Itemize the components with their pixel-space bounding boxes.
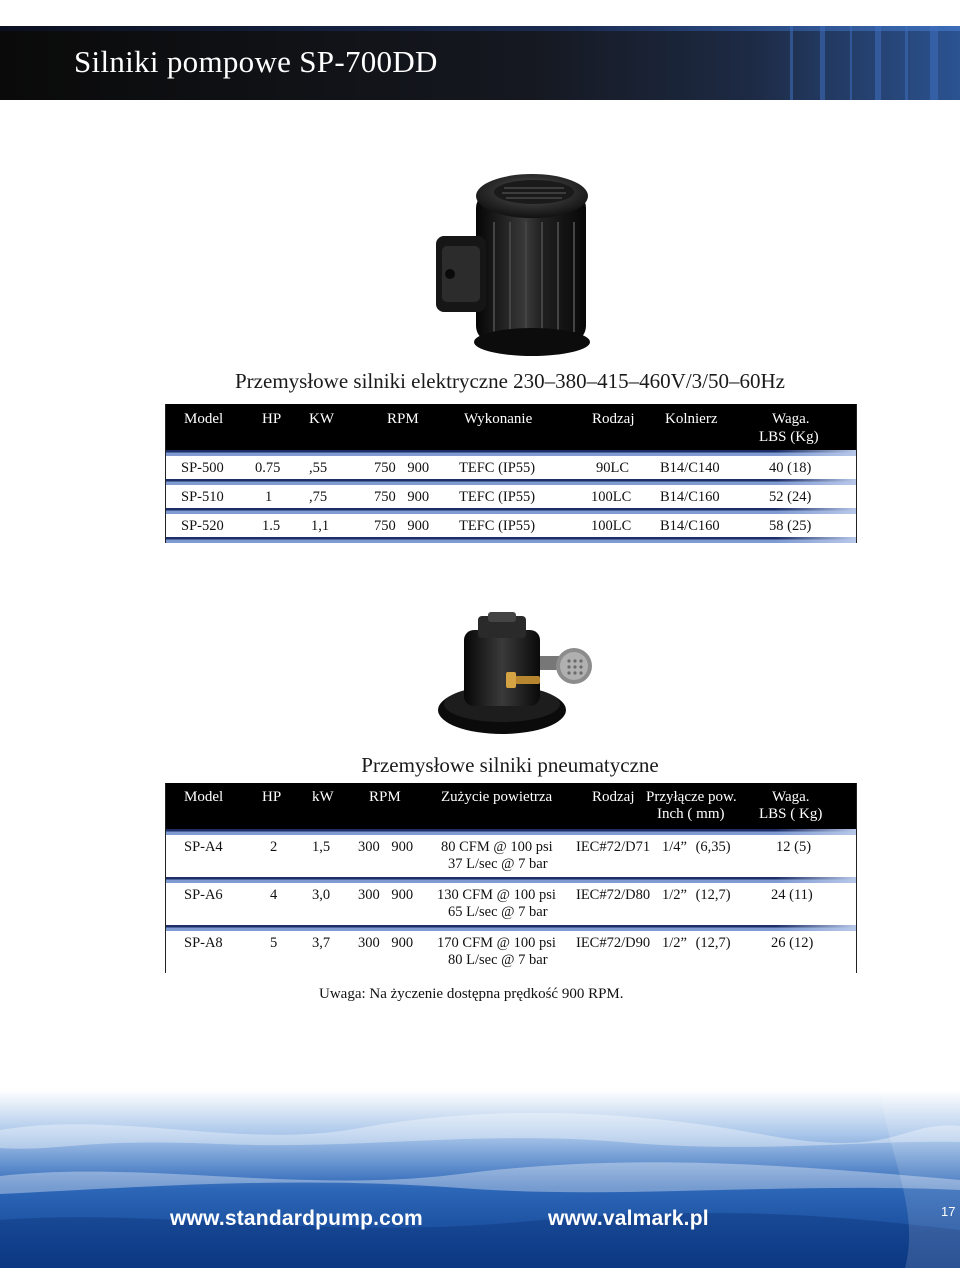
cell-rpm: 750 900 [374, 518, 430, 534]
col-kolnierz: Kolnierz [665, 411, 718, 427]
page-number: 17 [941, 1204, 956, 1219]
footer-water-background [0, 1090, 960, 1268]
cell-kolnierz: B14/C140 [660, 460, 720, 476]
cell-zuzycie-cfm: 170 CFM @ 100 psi [437, 935, 556, 951]
footer-link-valmark[interactable]: www.valmark.pl [548, 1207, 709, 1230]
cell-rodzaj: 100LC [591, 518, 632, 534]
cell-rpm: 300 900 [358, 887, 414, 903]
cell-rodzaj: IEC#72/D80 [576, 887, 651, 903]
cell-hp: 1 [265, 489, 273, 505]
pneumatic-section-title: Przemysłowe silniki pneumatyczne [361, 753, 659, 777]
cell-model: SP-A8 [184, 935, 223, 951]
col-rodzaj: Rodzaj [592, 411, 635, 427]
col-waga-unit: LBS (Kg) [759, 429, 819, 445]
cell-kw: 1,1 [311, 518, 330, 534]
cell-model: SP-500 [181, 460, 224, 476]
cell-wykonanie: TEFC (IP55) [459, 460, 536, 476]
cell-waga: 58 (25) [769, 518, 812, 534]
pneumatic-motors-table [165, 783, 857, 973]
cell-zuzycie-cfm: 130 CFM @ 100 psi [437, 887, 556, 903]
pneumatic-motor-image [436, 612, 596, 738]
cell-hp: 5 [270, 935, 278, 951]
cell-waga: 40 (18) [769, 460, 812, 476]
cell-waga: 24 (11) [771, 887, 813, 903]
cell-kw: 3,7 [312, 935, 331, 951]
cell-waga: 52 (24) [769, 489, 812, 505]
cell-rodzaj: 90LC [596, 460, 630, 476]
header-banner [0, 26, 960, 100]
header-stripes-decoration [780, 26, 960, 100]
col-waga: Waga. [772, 411, 810, 427]
cell-kolnierz: B14/C160 [660, 489, 720, 505]
col-rpm: RPM [387, 411, 419, 427]
cell-hp: 1.5 [262, 518, 281, 534]
col-hp: HP [262, 411, 282, 427]
col-rodzaj: Rodzaj [592, 789, 635, 805]
col-zuzycie: Zużycie powietrza [441, 789, 553, 805]
cell-zuzycie-cfm: 80 CFM @ 100 psi [441, 839, 553, 855]
table-row [166, 835, 856, 877]
cell-rpm: 750 900 [374, 489, 430, 505]
cell-hp: 4 [270, 887, 278, 903]
col-rpm: RPM [369, 789, 401, 805]
col-waga-unit: LBS ( Kg) [759, 806, 823, 822]
col-hp: HP [262, 789, 282, 805]
col-kw: kW [312, 789, 334, 805]
cell-kw: ,75 [309, 489, 328, 505]
table-row [166, 514, 856, 537]
electric-section-title: Przemysłowe silniki elektryczne 230–380–415–460V/3/50–60Hz [235, 369, 785, 393]
table-header [166, 404, 856, 450]
cell-rpm: 300 900 [358, 839, 414, 855]
col-wykonanie: Wykonanie [464, 411, 533, 427]
cell-zuzycie-lsec: 37 L/sec @ 7 bar [448, 856, 548, 872]
cell-waga: 26 (12) [771, 935, 814, 951]
cell-model: SP-A6 [184, 887, 223, 903]
cell-zuzycie-lsec: 80 L/sec @ 7 bar [448, 952, 548, 968]
cell-zuzycie-lsec: 65 L/sec @ 7 bar [448, 904, 548, 920]
cell-waga: 12 (5) [776, 839, 812, 855]
cell-rodzaj: IEC#72/D90 [576, 935, 651, 951]
col-przylacze: Przyłącze pow. [646, 789, 737, 805]
cell-hp: 2 [270, 839, 278, 855]
cell-model: SP-A4 [184, 839, 223, 855]
table-header [166, 783, 856, 829]
table-row [166, 456, 856, 479]
cell-kw: ,55 [309, 460, 328, 476]
cell-przylacze: 1/2” (12,7) [662, 935, 731, 951]
electric-motors-table [165, 404, 857, 543]
electric-motor-image [424, 162, 600, 362]
table-row [166, 883, 856, 925]
footnote: Uwaga: Na życzenie dostępna prędkość 900 RPM. [319, 986, 624, 1002]
cell-model: SP-520 [181, 518, 224, 534]
cell-wykonanie: TEFC (IP55) [459, 518, 536, 534]
footer-link-standardpump[interactable]: www.standardpump.com [170, 1207, 423, 1230]
cell-hp: 0.75 [255, 460, 281, 476]
cell-model: SP-510 [181, 489, 224, 505]
cell-rpm: 750 900 [374, 460, 430, 476]
table-row [166, 485, 856, 508]
col-przylacze-unit: Inch ( mm) [657, 806, 725, 822]
cell-wykonanie: TEFC (IP55) [459, 489, 536, 505]
cell-kolnierz: B14/C160 [660, 518, 720, 534]
table-row [166, 931, 856, 973]
cell-przylacze: 1/2” (12,7) [662, 887, 731, 903]
row-separator [166, 537, 856, 543]
cell-rodzaj: IEC#72/D71 [576, 839, 651, 855]
cell-przylacze: 1/4” (6,35) [662, 839, 731, 855]
cell-kw: 1,5 [312, 839, 331, 855]
col-waga: Waga. [772, 789, 810, 805]
col-model: Model [184, 789, 224, 805]
cell-kw: 3,0 [312, 887, 331, 903]
col-kw: KW [309, 411, 334, 427]
cell-rpm: 300 900 [358, 935, 414, 951]
cell-rodzaj: 100LC [591, 489, 632, 505]
col-model: Model [184, 411, 224, 427]
page-title: Silniki pompowe SP-700DD [74, 44, 438, 79]
